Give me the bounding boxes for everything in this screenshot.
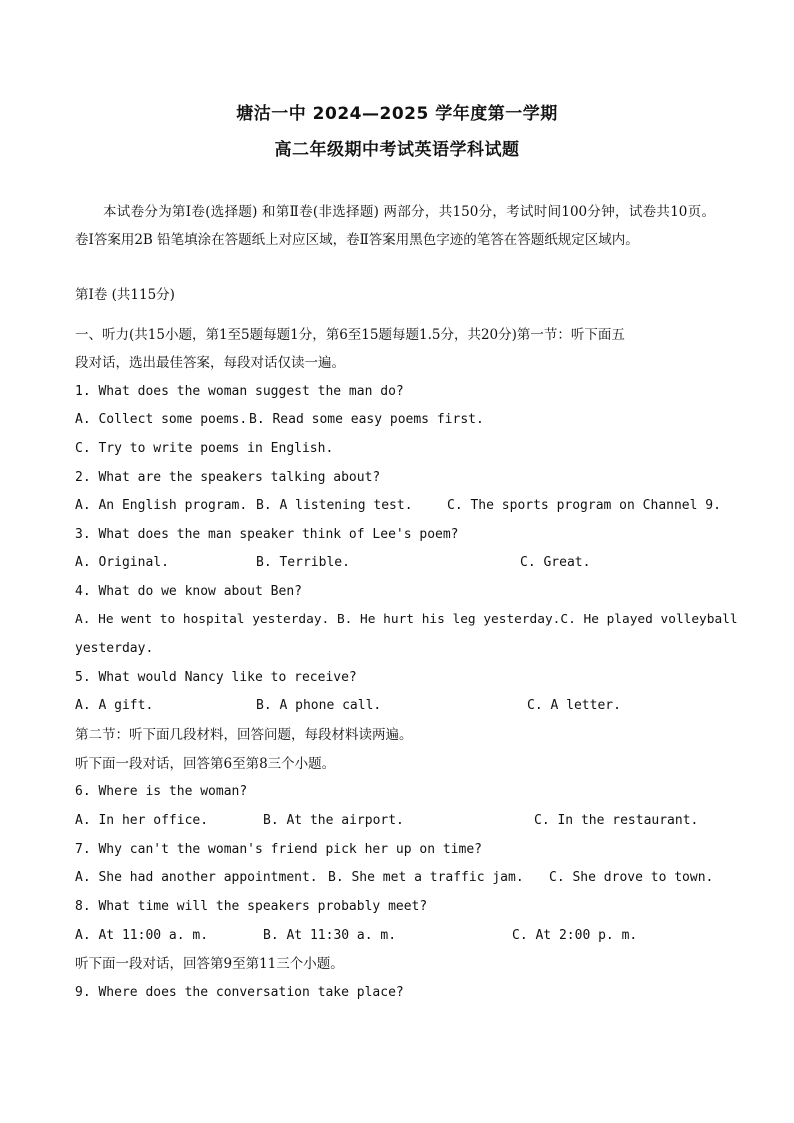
question-5-option-c: C. A letter. <box>527 698 621 713</box>
question-6-option-c: C. In the restaurant. <box>534 813 699 828</box>
question-8-stem: 8. What time will the speakers probably meet? <box>75 899 428 914</box>
question-3-option-b: B. Terrible. <box>256 555 350 570</box>
question-1-option-a: A. Collect some poems. <box>75 412 248 427</box>
question-1-stem: 1. What does the woman suggest the man do? <box>75 384 404 399</box>
question-7-option-a: A. She had another appointment. <box>75 870 318 885</box>
question-8-option-c: C. At 2:00 p. m. <box>512 928 638 943</box>
question-3-stem: 3. What does the man speaker think of Lee's poem? <box>75 527 459 542</box>
question-5-option-a: A. A gift. <box>75 698 154 713</box>
exam-title-school: 塘沽一中 2024—2025 学年度第一学期 <box>236 104 558 124</box>
question-4-options: A. He went to hospital yesterday. B. He hurt his leg yesterday.C. He played volleyball <box>75 612 738 627</box>
question-7-option-b: B. She met a traffic jam. <box>328 870 524 885</box>
section-1-instruction-line1: 一、听力(共15小题，第1至5题每题1分，第6至15题每题1.5分，共20分)第一节：听下面五 <box>75 327 625 343</box>
question-7-stem: 7. Why can't the woman's friend pick her up on time? <box>75 842 482 857</box>
question-2-option-a: A. An English program. <box>75 498 248 513</box>
section-2-group-2-instruction: 听下面一段对话，回答第9至第11三个小题。 <box>75 956 344 972</box>
question-3-option-c: C. Great. <box>520 555 591 570</box>
question-6-option-a: A. In her office. <box>75 813 209 828</box>
question-2-option-c: C. The sports program on Channel 9. <box>447 498 721 513</box>
question-4-options-continued: yesterday. <box>75 641 154 656</box>
exam-instructions: 本试卷分为第Ⅰ卷(选择题) 和第Ⅱ卷(非选择题) 两部分，共150分，考试时间100分钟，试卷共10页。卷Ⅰ答案用2B 铅笔填涂在答题纸上对应区域，卷Ⅱ答案用黑色字迹的笔答在答题纸规定区域内。 <box>75 204 715 248</box>
question-5-option-b: B. A phone call. <box>256 698 382 713</box>
question-7-option-c: C. She drove to town. <box>549 870 714 885</box>
question-4-stem: 4. What do we know about Ben? <box>75 584 302 599</box>
question-6-stem: 6. Where is the woman? <box>75 784 248 799</box>
question-2-stem: 2. What are the speakers talking about? <box>75 470 381 485</box>
question-9-stem: 9. Where does the conversation take place? <box>75 985 404 1000</box>
question-2-option-b: B. A listening test. <box>256 498 413 513</box>
question-1-option-c: C. Try to write poems in English. <box>75 441 334 456</box>
section-2-group-1-instruction: 听下面一段对话，回答第6至第8三个小题。 <box>75 756 336 772</box>
question-1-option-b: B. Read some easy poems first. <box>249 412 484 427</box>
question-5-stem: 5. What would Nancy like to receive? <box>75 670 357 685</box>
question-8-option-a: A. At 11:00 a. m. <box>75 928 209 943</box>
exam-title-subject: 高二年级期中考试英语学科试题 <box>274 140 520 160</box>
question-3-option-a: A. Original. <box>75 555 169 570</box>
section-1-instruction-line2: 段对话，选出最佳答案，每段对话仅读一遍。 <box>75 355 345 371</box>
volume-1-heading: 第Ⅰ卷 (共115分) <box>75 287 175 303</box>
question-6-option-b: B. At the airport. <box>263 813 404 828</box>
section-2-heading: 第二节：听下面几段材料，回答问题，每段材料读两遍。 <box>75 727 413 743</box>
question-8-option-b: B. At 11:30 a. m. <box>263 928 397 943</box>
